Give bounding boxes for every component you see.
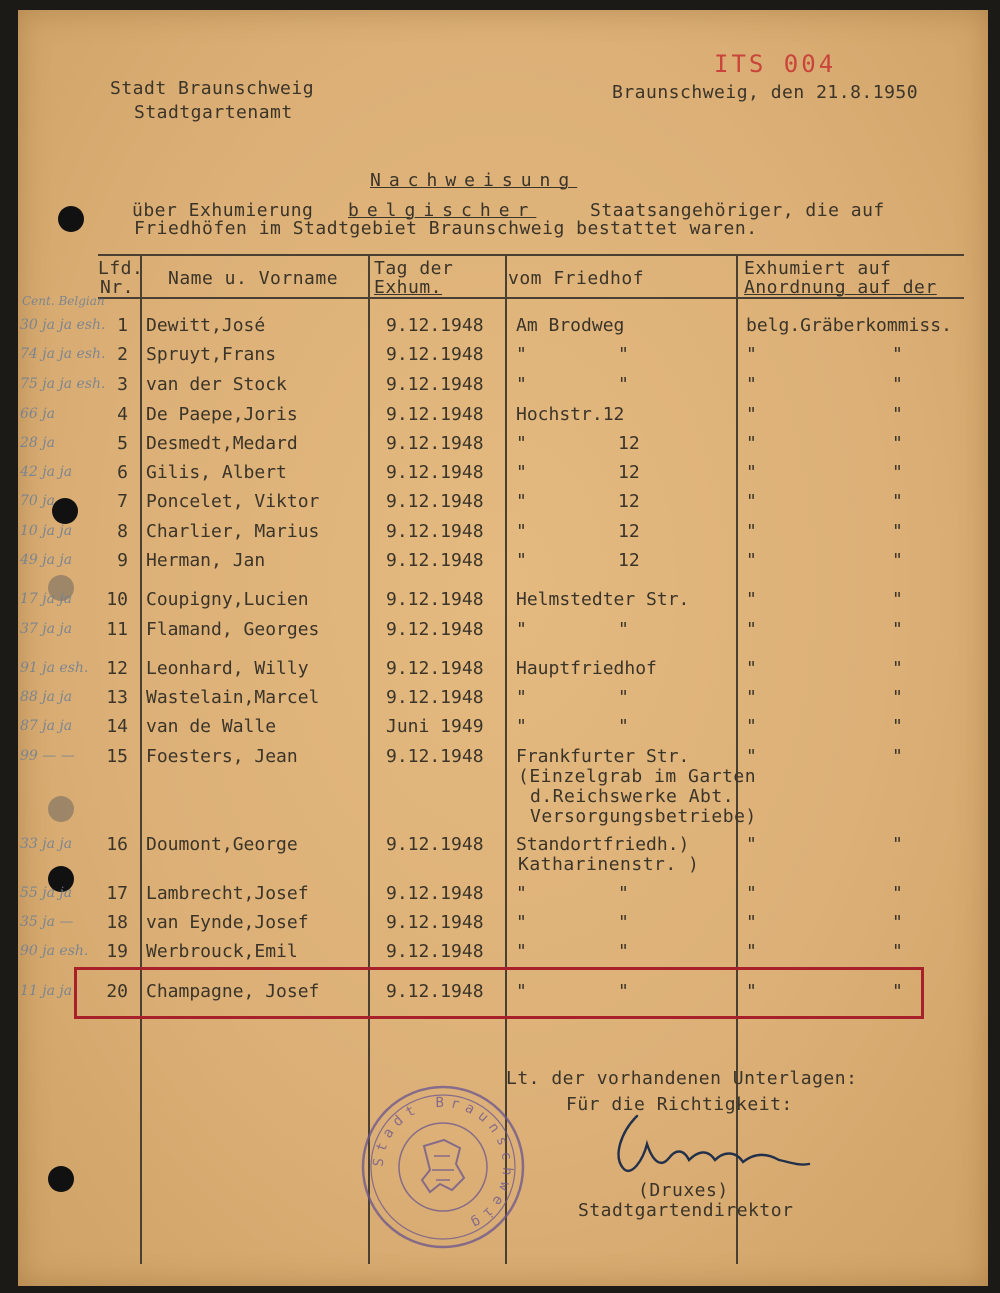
margin-annotation: 30 ja ja esh.	[20, 317, 106, 333]
order-authority: "	[746, 883, 757, 904]
row-number: 5	[117, 433, 128, 454]
row-number: 2	[117, 344, 128, 365]
cemetery: "	[516, 374, 527, 395]
its-code: ITS 004	[714, 50, 837, 78]
order-ditto: "	[892, 374, 903, 395]
cemetery: Hauptfriedhof	[516, 658, 657, 679]
row-number: 6	[117, 462, 128, 483]
exhumation-date: 9.12.1948	[386, 404, 484, 425]
order-authority: "	[746, 912, 757, 933]
margin-annotation: 87 ja ja	[20, 718, 73, 734]
person-name: van der Stock	[146, 374, 287, 395]
margin-annotation: 17 ja ja	[20, 591, 73, 607]
person-name: Leonhard, Willy	[146, 658, 309, 679]
highlight-row-20	[74, 967, 924, 1019]
header-order-2: Anordnung auf der	[744, 277, 937, 298]
order-authority: "	[746, 491, 757, 512]
exhumation-date: 9.12.1948	[386, 941, 484, 962]
subtitle-part-b: belgischer	[348, 200, 537, 221]
margin-annotation: 75 ja ja esh.	[20, 376, 106, 392]
person-name: Wastelain,Marcel	[146, 687, 320, 708]
order-ditto: "	[892, 404, 903, 425]
order-authority: "	[746, 462, 757, 483]
row-number: 7	[117, 491, 128, 512]
margin-annotation: 49 ja ja	[20, 552, 73, 568]
cemetery-ditto: "	[618, 619, 629, 640]
cemetery: "	[516, 550, 527, 571]
exhumation-date: 9.12.1948	[386, 433, 484, 454]
margin-annotation: 66 ja	[20, 406, 55, 422]
punch-hole	[48, 796, 74, 822]
order-authority: "	[746, 716, 757, 737]
row-number: 12	[106, 658, 128, 679]
cemetery: "	[516, 462, 527, 483]
cemetery: Frankfurter Str.	[516, 746, 690, 767]
cemetery-ditto: "	[618, 716, 629, 737]
margin-annotation: 35 ja —	[20, 914, 74, 930]
margin-annotation: 88 ja ja	[20, 689, 73, 705]
cemetery: Standortfriedh.)	[516, 834, 690, 855]
exhumation-date: 9.12.1948	[386, 619, 484, 640]
cemetery: "	[516, 344, 527, 365]
person-name: Coupigny,Lucien	[146, 589, 309, 610]
margin-annotation: 99 — —	[20, 748, 75, 764]
signature-image	[603, 1108, 813, 1186]
punch-hole	[52, 498, 78, 524]
cemetery-ditto: 12	[618, 491, 640, 512]
header-date-2: Exhum.	[374, 277, 443, 298]
office-line-1: Stadt Braunschweig	[110, 78, 315, 99]
cemetery-ditto: 12	[618, 433, 640, 454]
order-authority: "	[746, 658, 757, 679]
cemetery: "	[516, 619, 527, 640]
person-name: Desmedt,Medard	[146, 433, 298, 454]
order-authority: "	[746, 404, 757, 425]
exhumation-date: Juni 1949	[386, 716, 484, 737]
subtitle-part-a: über Exhumierung	[132, 200, 314, 221]
row15-extra-2: d.Reichswerke Abt.	[530, 786, 735, 807]
cemetery: "	[516, 491, 527, 512]
office-line-2: Stadtgartenamt	[134, 102, 293, 123]
document-heading: Nachweisung	[370, 170, 578, 191]
exhumation-date: 9.12.1948	[386, 462, 484, 483]
exhumation-date: 9.12.1948	[386, 687, 484, 708]
table-top-rule	[98, 254, 964, 256]
margin-annotation: 42 ja ja	[20, 464, 73, 480]
header-date-1: Tag der	[374, 258, 454, 279]
header-nr-2: Nr.	[100, 277, 135, 298]
order-ditto: "	[892, 687, 903, 708]
exhumation-date: 9.12.1948	[386, 981, 484, 1002]
order-authority: "	[746, 834, 757, 855]
margin-annotation: 10 ja ja	[20, 523, 73, 539]
cemetery-ditto: 12	[618, 521, 640, 542]
cemetery-ditto: "	[618, 374, 629, 395]
exhumation-date: 9.12.1948	[386, 912, 484, 933]
row-number: 20	[106, 981, 128, 1002]
cemetery-ditto: "	[618, 344, 629, 365]
header-order-1: Exhumiert auf	[744, 258, 892, 279]
order-authority: "	[746, 374, 757, 395]
cemetery-ditto: 12	[618, 550, 640, 571]
cemetery: "	[516, 433, 527, 454]
order-authority: "	[746, 619, 757, 640]
punch-hole	[48, 1166, 74, 1192]
person-name: Dewitt,José	[146, 315, 266, 336]
cemetery: "	[516, 883, 527, 904]
exhumation-date: 9.12.1948	[386, 344, 484, 365]
order-ditto: "	[892, 883, 903, 904]
order-ditto: "	[892, 433, 903, 454]
order-ditto: "	[892, 521, 903, 542]
order-ditto: "	[892, 912, 903, 933]
header-name: Name u. Vorname	[168, 268, 339, 289]
row-number: 14	[106, 716, 128, 737]
margin-annotation: 91 ja esh.	[20, 660, 89, 676]
person-name: Champagne, Josef	[146, 981, 320, 1002]
exhumation-date: 9.12.1948	[386, 658, 484, 679]
cemetery: "	[516, 687, 527, 708]
person-name: Charlier, Marius	[146, 521, 320, 542]
footer-line-1: Lt. der vorhandenen Unterlagen:	[506, 1068, 858, 1089]
order-authority: "	[746, 550, 757, 571]
order-authority: "	[746, 746, 757, 767]
place-date: Braunschweig, den 21.8.1950	[612, 82, 919, 103]
order-ditto: "	[892, 344, 903, 365]
row-number: 18	[106, 912, 128, 933]
city-stamp-seal	[360, 1084, 526, 1250]
person-name: Gilis, Albert	[146, 462, 287, 483]
row-number: 10	[106, 589, 128, 610]
person-name: van de Walle	[146, 716, 277, 737]
cemetery: Helmstedter Str.	[516, 589, 690, 610]
order-ditto: "	[892, 462, 903, 483]
person-name: Doumont,George	[146, 834, 298, 855]
exhumation-date: 9.12.1948	[386, 589, 484, 610]
exhumation-date: 9.12.1948	[386, 883, 484, 904]
cemetery-ditto: 12	[618, 462, 640, 483]
order-ditto: "	[892, 491, 903, 512]
order-ditto: "	[892, 941, 903, 962]
exhumation-date: 9.12.1948	[386, 491, 484, 512]
margin-annotation: 55 ja ja	[20, 885, 73, 901]
svg-text:Stadt Braunschweig: Stadt Braunschweig	[370, 1094, 516, 1234]
order-ditto: "	[892, 589, 903, 610]
order-ditto: "	[892, 550, 903, 571]
document-page	[18, 10, 988, 1286]
exhumation-date: 9.12.1948	[386, 374, 484, 395]
punch-hole	[58, 206, 84, 232]
order-authority: "	[746, 433, 757, 454]
person-name: Poncelet, Viktor	[146, 491, 320, 512]
order-ditto: "	[892, 746, 903, 767]
margin-annotation: 33 ja ja	[20, 836, 73, 852]
order-authority: "	[746, 981, 757, 1002]
row-number: 19	[106, 941, 128, 962]
cemetery-ditto: "	[618, 981, 629, 1002]
margin-annotation: 37 ja ja	[20, 621, 73, 637]
margin-annotation: 90 ja esh.	[20, 943, 89, 959]
order-ditto: "	[892, 658, 903, 679]
margin-annotation: 70 ja	[20, 493, 55, 509]
order-ditto: "	[892, 619, 903, 640]
order-authority: belg.Gräberkommiss.	[746, 315, 952, 336]
row-number: 8	[117, 521, 128, 542]
row-number: 4	[117, 404, 128, 425]
row-number: 9	[117, 550, 128, 571]
order-authority: "	[746, 344, 757, 365]
header-cemetery: vom Friedhof	[508, 268, 645, 289]
person-name: De Paepe,Joris	[146, 404, 298, 425]
row-number: 13	[106, 687, 128, 708]
signer-name: (Druxes)	[638, 1180, 729, 1201]
exhumation-date: 9.12.1948	[386, 521, 484, 542]
exhumation-date: 9.12.1948	[386, 315, 484, 336]
exhumation-date: 9.12.1948	[386, 746, 484, 767]
person-name: van Eynde,Josef	[146, 912, 309, 933]
order-authority: "	[746, 521, 757, 542]
row16-extra: Katharinenstr. )	[518, 854, 700, 875]
person-name: Herman, Jan	[146, 550, 266, 571]
footer-line-2: Für die Richtigkeit:	[566, 1094, 793, 1115]
cemetery: "	[516, 941, 527, 962]
exhumation-date: 9.12.1948	[386, 834, 484, 855]
row15-extra-1: (Einzelgrab im Garten	[518, 766, 757, 787]
col-divider	[140, 254, 142, 1264]
order-authority: "	[746, 941, 757, 962]
subtitle-part-c: Staatsangehöriger, die auf	[590, 200, 885, 221]
cemetery-ditto: "	[618, 687, 629, 708]
order-ditto: "	[892, 716, 903, 737]
cemetery: "	[516, 521, 527, 542]
header-nr-1: Lfd.	[98, 258, 144, 279]
cemetery-ditto: "	[618, 941, 629, 962]
subtitle-line-2: Friedhöfen im Stadtgebiet Braunschweig bestattet waren.	[134, 218, 758, 239]
cemetery-ditto: "	[618, 883, 629, 904]
margin-header-note: Cent. Belgian	[22, 294, 105, 308]
person-name: Foesters, Jean	[146, 746, 298, 767]
cemetery: Am Brodweg	[516, 315, 625, 336]
row-number: 15	[106, 746, 128, 767]
row-number: 3	[117, 374, 128, 395]
row-number: 16	[106, 834, 128, 855]
person-name: Flamand, Georges	[146, 619, 320, 640]
margin-annotation: 28 ja	[20, 435, 55, 451]
cemetery: "	[516, 912, 527, 933]
row-number: 17	[106, 883, 128, 904]
order-authority: "	[746, 589, 757, 610]
person-name: Spruyt,Frans	[146, 344, 277, 365]
cemetery: Hochstr.12	[516, 404, 625, 425]
margin-annotation: 11 ja ja	[20, 983, 73, 999]
order-ditto: "	[892, 834, 903, 855]
order-authority: "	[746, 687, 757, 708]
cemetery-ditto: "	[618, 912, 629, 933]
row-number: 11	[106, 619, 128, 640]
cemetery: "	[516, 981, 527, 1002]
row15-extra-3: Versorgungsbetriebe)	[530, 806, 757, 827]
row-number: 1	[117, 315, 128, 336]
order-ditto: "	[892, 981, 903, 1002]
person-name: Werbrouck,Emil	[146, 941, 298, 962]
exhumation-date: 9.12.1948	[386, 550, 484, 571]
signer-title: Stadtgartendirektor	[578, 1200, 794, 1221]
cemetery: "	[516, 716, 527, 737]
margin-annotation: 74 ja ja esh.	[20, 346, 106, 362]
person-name: Lambrecht,Josef	[146, 883, 309, 904]
